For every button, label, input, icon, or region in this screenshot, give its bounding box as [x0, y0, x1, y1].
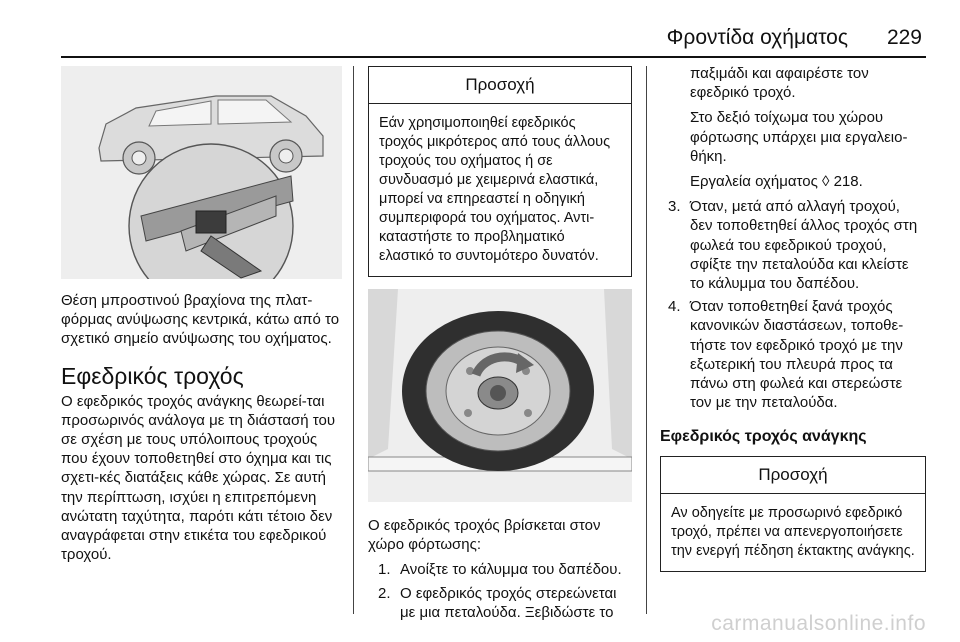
step-number: 2. [378, 584, 391, 602]
section-body: Ο εφεδρικός τροχός ανάγκης θεωρεί-ται προσωρινός ανάλογα με τη διάστασή του σε σχέση με τους υπόλοιπους τροχούς που έχουν τοποθετηθεί στο όχημα και τις σχετι-κές διατάξεις κάθε χώρας. Σε αυτή την περίπτωση, ισχύει η επιτρεπόμενη ανώτατη ταχύτητα, παρότι κάτι τέτοιο δεν αναγράφεται στην ετικέτα του εφεδρικού τροχού. [61, 392, 336, 564]
car-lift-arm-drawing [61, 66, 342, 279]
column-divider-2 [646, 66, 647, 614]
caution-box [660, 456, 926, 572]
column-2 [368, 66, 632, 622]
caution-title: Προσοχή [661, 457, 925, 494]
step-text: Ο εφεδρικός τροχός στερεώνεται με μια πεταλούδα. Ξεβιδώστε το [400, 584, 617, 621]
storage-note: Στο δεξιό τοίχωμα του χώρου φόρτωσης υπάρχει μια εργαλειο-θήκη. [690, 109, 908, 165]
list-item [668, 197, 926, 293]
step-number: 1. [378, 561, 391, 579]
jack-position-illustration [61, 66, 342, 279]
tools-reference: Εργαλεία οχήματος ◊ 218. [690, 173, 863, 191]
caution-text: Αν οδηγείτε με προσωρινό εφεδρικό τροχό, πρέπει να απενεργοποιήσετε την ενεργή πέδηση έκτακτης ανάγκης. [671, 505, 915, 560]
spare-wheel-drawing [368, 289, 632, 502]
location-intro: Ο εφεδρικός τροχός βρίσκεται στον χώρο φόρτωσης: [368, 517, 601, 554]
list-item [378, 560, 632, 579]
section-title: Εφεδρικός τροχός [61, 362, 244, 389]
step-continuation: παξιμάδι και αφαιρέστε τον εφεδρικό τροχό. [690, 65, 869, 102]
step-text: Ανοίξτε το κάλυμμα του δαπέδου. [400, 561, 622, 579]
running-title: Φροντίδα οχήματος [666, 26, 848, 49]
steps-list-a [368, 560, 632, 622]
step-number: 4. [668, 298, 681, 316]
step-text: Όταν τοποθετηθεί ξανά τροχός κανονικών διαστάσεων, τοποθε-τήστε τον εφεδρικό τροχό με την εξωτερική του πλευρά προς τα πάνω στη φωλεά και στερεώστε τον με την πεταλούδα. [690, 298, 904, 412]
column-1 [61, 66, 342, 564]
spare-wheel-illustration [368, 289, 632, 502]
step-number: 3. [668, 198, 681, 216]
caution-text: Εάν χρησιμοποιηθεί εφεδρικός τροχός μικρότερος από τους άλλους τροχούς του οχήματος ή σε συνδυασμό με χειμερινά ελαστικά, μπορεί να επηρεαστεί η οδηγική συμπεριφορά του οχήματος. Αντι-καταστήστε το προβληματικό ελαστικό το συντομότερο δυνατόν. [379, 115, 611, 264]
header-rule [61, 56, 926, 58]
steps-list-b [660, 197, 926, 412]
watermark: carmanualsonline.info [711, 612, 926, 635]
figure-caption: Θέση μπροστινού βραχίονα της πλατ-φόρμας ανύψωσης κεντρικά, κάτω από το σχετικό σημείο ανύψωσης του οχήματος. [61, 292, 340, 348]
column-divider-1 [353, 66, 354, 614]
list-item [378, 584, 632, 622]
caution-box [368, 66, 632, 277]
caution-title: Προσοχή [369, 67, 631, 104]
step-text: Όταν, μετά από αλλαγή τροχού, δεν τοποθετηθεί άλλος τροχός στη φωλεά του εφεδρικού τροχού, σφίξτε την πεταλούδα και κλείστε το κάλυμμα του δαπέδου. [690, 198, 918, 293]
subsection-title: Εφεδρικός τροχός ανάγκης [660, 428, 867, 446]
page-number: 229 [886, 26, 922, 49]
column-3 [660, 66, 926, 572]
list-item [668, 297, 926, 412]
